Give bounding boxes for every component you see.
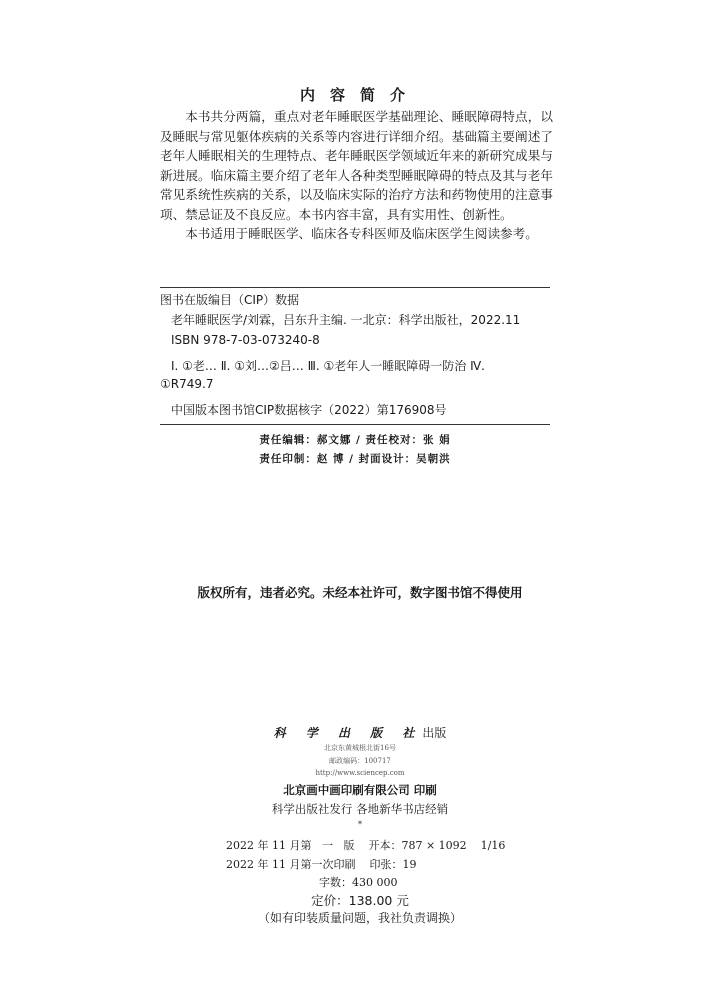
cip-classification-line: Ⅰ. ①老… Ⅱ. ①刘…②吕… Ⅲ. ①老年人一睡眠障碍一防治 Ⅳ.	[171, 359, 485, 373]
summary	[160, 107, 553, 244]
price: 定价：138.00 元	[311, 893, 409, 908]
distributor: 科学出版社发行 各地新华书店经销	[271, 802, 449, 816]
publisher-postcode: 邮政编码：100717	[329, 757, 391, 765]
printer: 北京画中画印刷有限公司 印刷	[283, 783, 437, 797]
printing-line: 2022 年 11 月第一次印刷 印张：19	[226, 858, 417, 871]
publisher-name: 科 学 出 版 社	[273, 726, 423, 740]
publisher-line	[0, 724, 720, 741]
publisher-suffix: 出版	[422, 726, 447, 740]
cip-classification-code: ①R749.7	[160, 377, 214, 391]
cip-isbn: ISBN 978-7-03-073240-8	[171, 333, 320, 347]
cip-heading: 图书在版编目（CIP）数据	[160, 293, 300, 307]
publisher-address: 北京东黄城根北街16号	[324, 744, 396, 752]
separator-star: *	[358, 820, 362, 829]
publisher-url: http://www.sciencep.com	[315, 769, 405, 777]
word-count: 字数：430 000	[319, 876, 398, 889]
editors-line-1: 责任编辑：郝文娜 / 责任校对：张 娟	[259, 434, 451, 446]
edition-line: 2022 年 11 月第 一 版 开本：787 × 1092 1/16	[226, 839, 506, 852]
editors-line-2: 责任印制：赵 博 / 封面设计：吴朝洪	[259, 453, 451, 465]
cip-record-number: 中国版本图书馆CIP数据核字（2022）第176908号	[171, 403, 447, 417]
copyright-notice: 版权所有，违者必究。未经本社许可，数字图书馆不得使用	[197, 585, 523, 600]
quality-notice: （如有印装质量问题，我社负责调换）	[257, 911, 462, 925]
summary-paragraph-1: 本书共分两篇，重点对老年睡眠医学基础理论、睡眠障碍特点，以及睡眠与常见躯体疾病的关系等内容进行详细介绍。基础篇主要阐述了老年人睡眠相关的生理特点、老年睡眠医学领域近年来的新研究成果与新进展。临床篇主要介绍了老年人各种类型睡眠障碍的特点及其与老年常见系统性疾病的关系，以及临床实际的治疗方法和药物使用的注意事项、禁忌证及不良反应。本书内容丰富，具有实用性、创新性。	[160, 109, 553, 222]
cip-top-rule	[160, 287, 550, 288]
cip-bottom-rule	[160, 424, 550, 425]
summary-paragraph-2: 本书适用于睡眠医学、临床各专科医师及临床医学生阅读参考。	[185, 226, 538, 241]
page-title: 内容简介	[299, 86, 420, 104]
cip-block	[160, 291, 550, 419]
cip-bibliographic-line: 老年睡眠医学/刘霖，吕东升主编. 一北京：科学出版社，2022.11	[171, 313, 521, 327]
editors-block	[160, 431, 550, 469]
